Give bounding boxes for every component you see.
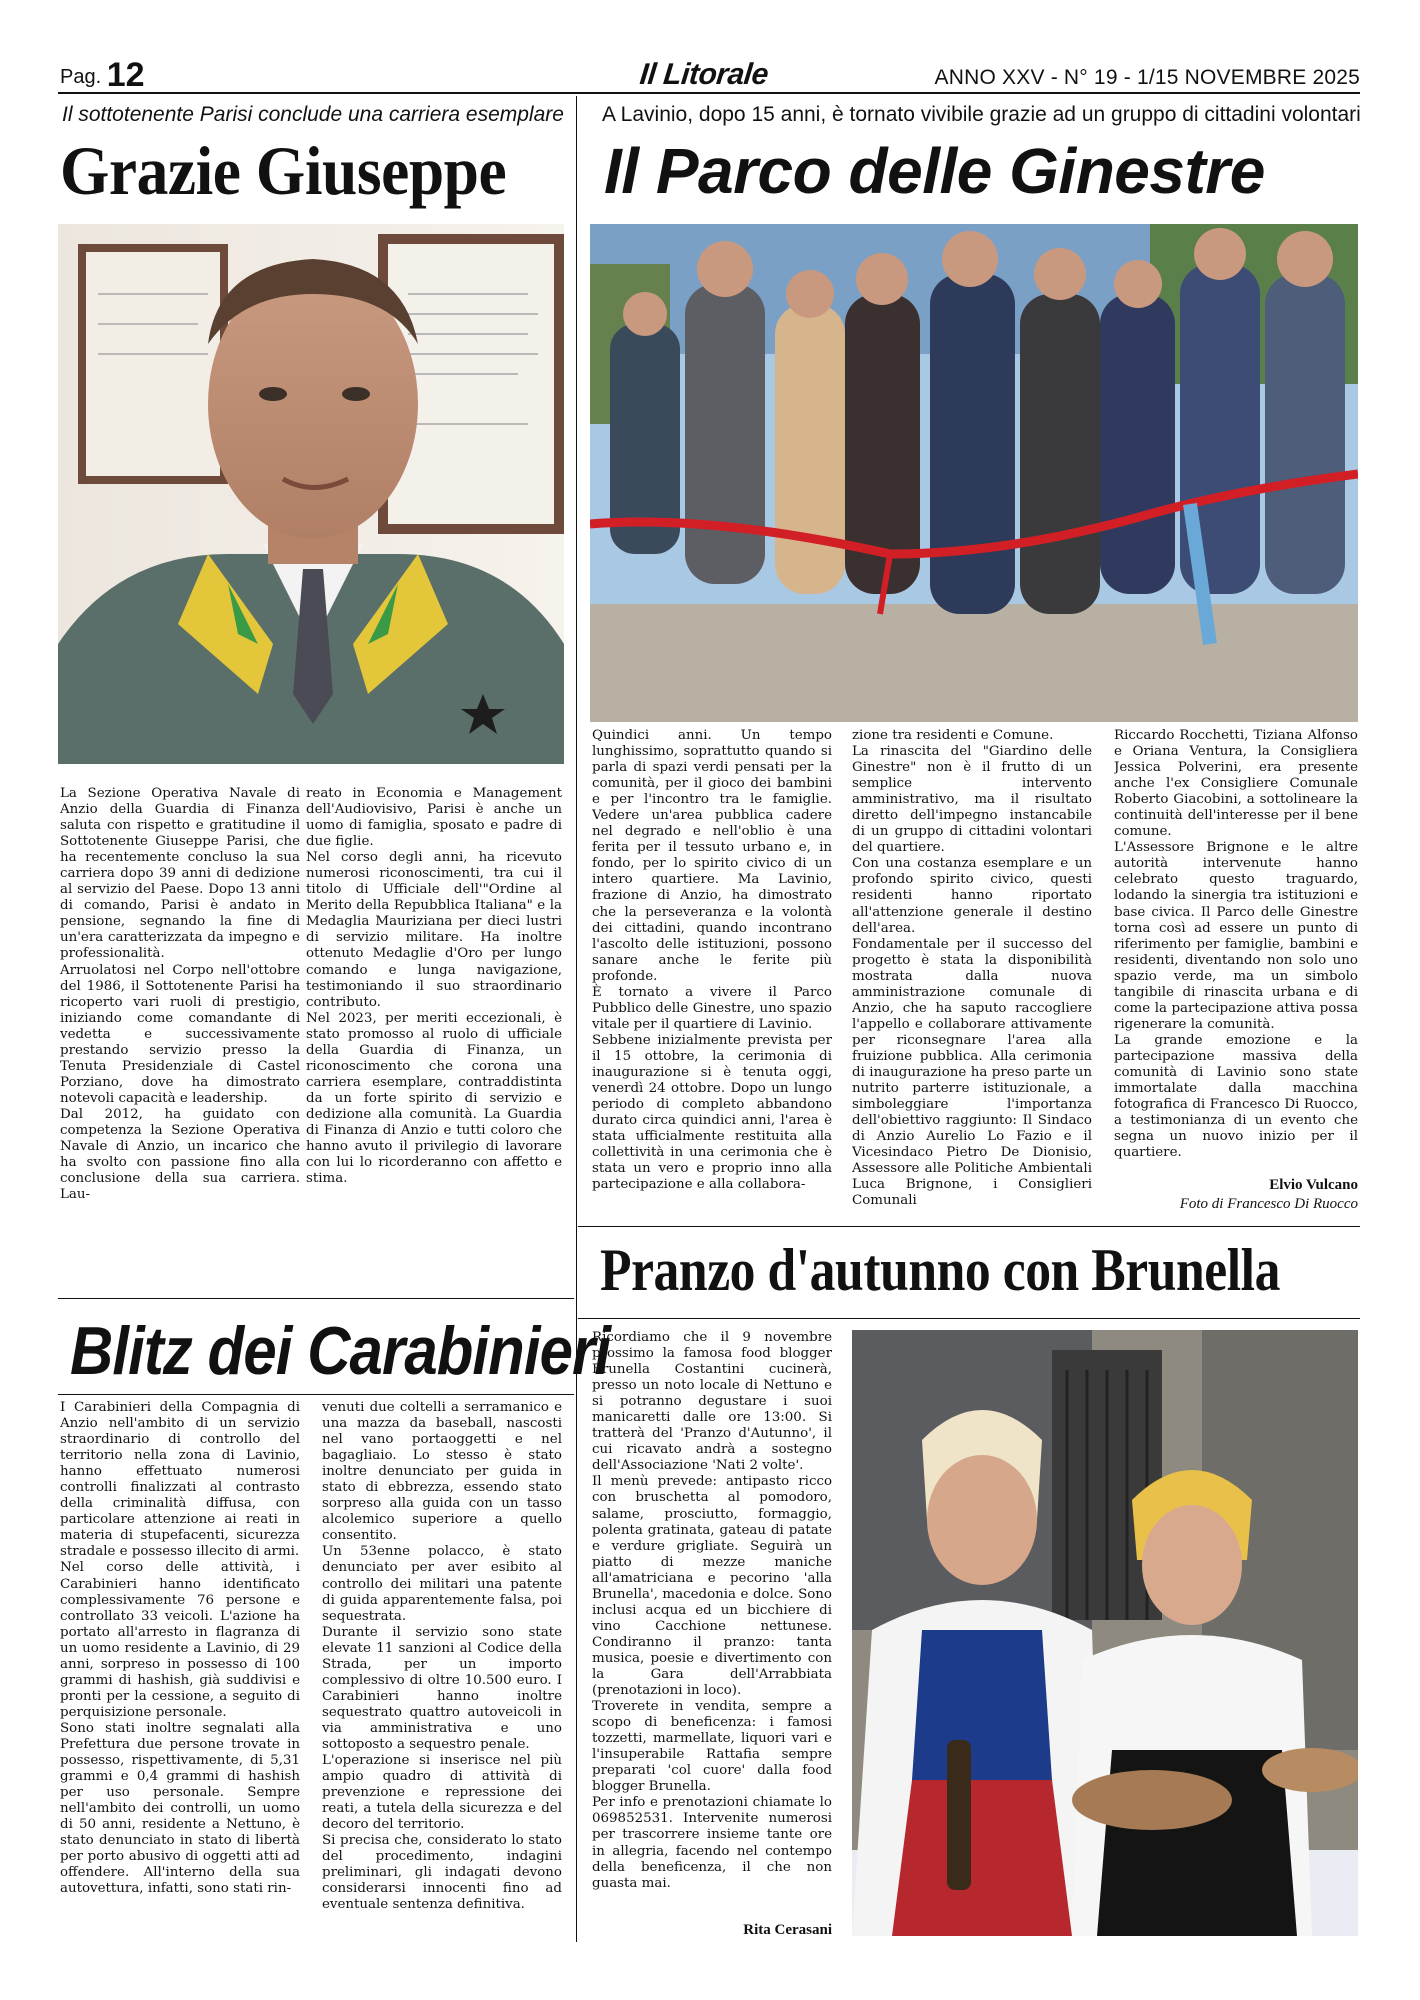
article3-rule — [58, 1394, 574, 1395]
page-number — [60, 56, 145, 95]
article4-rule — [578, 1318, 1360, 1319]
section-rule-left — [58, 1298, 574, 1299]
article1-title: Grazie Giuseppe — [60, 133, 507, 209]
article3-title: Blitz dei Carabinieri — [70, 1313, 611, 1389]
article4-author: Rita Cerasani — [743, 1922, 832, 1938]
article2-photo-credit: Foto di Francesco Di Ruocco — [1179, 1196, 1358, 1212]
food-blogger-photo — [852, 1330, 1358, 1936]
article2-column-1: Quindici anni. Un tempo lunghissimo, soprattutto quando si parla di spazi verdi pensati per la comunità, per il gioco dei bambini e per l'incontro tra le famiglie. Vedere un'area pubblica cadere nel degrado e nell'oblio è una ferita per il tessuto urbano e, in fondo, per lo spirito civico di un intero quartiere. Ma Lavinio, frazione di Anzio, ha dimostrato che la perseveranza e la volontà dei cittadini, quando incontrano l'ascolto delle istituzioni, possono sanare anche le ferite più profonde. È tornato a vivere il Parco Pubblico delle Ginestre, uno spazio vitale per il quartiere di Lavinio. Sebbene inizialmente prevista per il 15 ottobre, la cerimonia di inaugurazione si è tenuta oggi, venerdì 24 ottobre. Dopo un lungo periodo di completo abbandono durato circa quindici anni, l'area è stata ufficialmente restituita alla collettività in una cerimonia che è stata un vero e proprio inno alla partecipazione e alla collabora- — [592, 728, 832, 1193]
issue-info: ANNO XXV - N° 19 - 1/15 NOVEMBRE 2025 — [934, 66, 1360, 89]
article4-column-1: Ricordiamo che il 9 novembre prossimo la famosa food blogger Brunella Costantini cucinerà, presso un noto locale di Nettuno e si potranno degustare i suoi manicaretti dalle ore 13:00. Si tratterà del 'Pranzo d'Autunno', il cui ricavato andrà a sostegno dell'Associazione 'Nati 2 volte'. Il menù prevede: antipasto ricco con bruschetta al pomodoro, salame, prosciutto, formaggio, polenta gratinata, gateau di patate e verdure grigliate. Seguirà un piatto di mezze maniche all'amatriciana e pecorino 'alla Brunella', macedonia e dolce. Sono inclusi acqua ed un bicchiere di vino Cacchione nettunese. Condiranno il pranzo: tanta musica, poesie e divertimento con la Gara dell'Arrabbiata (prenotazioni in loco). Troverete in vendita, sempre a scopo di beneficenza: i famosi tozzetti, marmellate, liquori vari e l'insuperabile Rattafia sempre preparati 'col cuore' dalla food blogger Brunella. Per info e prenotazioni chiamate lo 069852531. Intervenite numerosi per trascorrere insieme tante ore in allegria, facendo nel contempo della beneficenza, il che non guasta mai. — [592, 1330, 832, 1891]
section-rule-right — [578, 1226, 1360, 1227]
masthead: Il Litorale — [638, 58, 770, 91]
header-rule — [58, 92, 1360, 94]
article2-kicker: A Lavinio, dopo 15 anni, è tornato vivibile grazie ad un gruppo di cittadini volontari — [602, 103, 1361, 126]
article1-column-1: La Sezione Operativa Navale di Anzio della Guardia di Finanza saluta con rispetto e gratitudine il Sottotenente Giuseppe Parisi, che ha recentemente concluso la sua carriera dopo 39 anni di dedizione al servizio del Paese. Dopo 13 anni di comando, Parisi è andato in pensione, segnando la fine di un'era caratterizzata da impegno e professionalità. Arruolatosi nel Corpo nell'ottobre del 1986, il Sottotenente Parisi ha ricoperto vari ruoli di prestigio, iniziando come comandante di vedetta e successivamente prestando servizio presso la Tenuta Presidenziale di Castel Porziano, dove ha dimostrato notevoli capacità e leadership. Dal 2012, ha guidato con competenza la Sezione Operativa Navale di Anzio, un incarico che ha svolto con passione fino alla conclusione della sua carriera. Lau- — [60, 786, 300, 1203]
column-divider — [576, 96, 577, 1356]
article2-column-2: zione tra residenti e Comune. La rinascita del "Giardino delle Ginestre" non è il frutto di un semplice intervento amministrativo, ma il risultato diretto dell'impegno instancabile di un gruppo di cittadini volontari del quartiere. Con una costanza esemplare e un profondo spirito civico, questi residenti hanno riportato all'attenzione generale il destino dell'area. Fondamentale per il successo del progetto è stata la disponibilità mostrata dalla nuova amministrazione comunale di Anzio, che ha saputo raccogliere l'appello e collaborare attivamente per riconsegnare l'area alla fruizione pubblica. Alla cerimonia di inaugurazione ha preso parte un nutrito parterre istituzionale, a simboleggiare l'importanza dell'obiettivo raggiunto: Il Sindaco di Anzio Aurelio Lo Fazio e il Vicesindaco Pietro De Dionisio, Assessore alle Politiche Ambientali Luca Brignone, i Consiglieri Comunali — [852, 728, 1092, 1209]
article1-kicker: Il sottotenente Parisi conclude una carriera esemplare — [62, 103, 564, 126]
article3-column-2: venuti due coltelli a serramanico e una mazza da baseball, nascosti nel vano portaoggetti e nel bagagliaio. Lo stesso è stato inoltre denunciato per guida in stato di ebbrezza, essendo stato sorpreso alla guida con un tasso alcolemico superiore a quello consentito. Un 53enne polacco, è stato denunciato per aver esibito al controllo dei militari una patente di guida apparentemente falsa, poi sequestrata. Durante il servizio sono state elevate 11 sanzioni al Codice della Strada, per un importo complessivo di oltre 10.500 euro. I Carabinieri hanno inoltre sequestrato quattro autoveicoli in via amministrativa e uno sottoposto a sequestro penale. L'operazione si inserisce nel più ampio quadro di attività di prevenzione e repressione dei reati, a tutela della sicurezza e del decoro del territorio. Si precisa che, considerato lo stato del procedimento, indagini preliminari, gli indagati devono considerarsi innocenti fino ad eventuale sentenza definitiva. — [322, 1400, 562, 1913]
page-prefix: Pag. — [60, 66, 102, 88]
article2-column-3: Riccardo Rocchetti, Tiziana Alfonso e Oriana Ventura, la Consigliera Jessica Polverini, era presente anche l'ex Consigliere Comunale Roberto Giacobini, a sottolineare la continuità dell'interesse per il bene comune. L'Assessore Brignone e le altre autorità intervenute hanno celebrato questo traguardo, lodando la sinergia tra istituzioni e base civica. Il Parco delle Ginestre torna così ad essere un punto di riferimento per famiglie, bambini e residenti, diventando non solo uno spazio verde, ma un simbolo tangibile di rinascita urbana e di come la partecipazione attiva possa rigenerare la comunità. La grande emozione e la partecipazione massiva della comunità di Lavinio sono state immortalate dalla macchina fotografica di Francesco Di Ruocco, a testimonianza di un evento che segna un nuovo inizio per il quartiere. — [1114, 728, 1358, 1161]
ribbon-cutting-photo — [590, 224, 1358, 722]
portrait-photo — [58, 224, 564, 764]
article4-title: Pranzo d'autunno con Brunella — [600, 1237, 1280, 1303]
column-divider-lower — [576, 1364, 577, 1942]
article1-column-2: reato in Economia e Management dell'Audiovisivo, Parisi è anche un uomo di famiglia, sposato e padre di due figlie. Nel corso degli anni, ha ricevuto numerosi riconoscimenti, tra cui il titolo di Ufficiale dell'"Ordine al Merito della Repubblica Italiana" e la Medaglia Mauriziana per dieci lustri di servizio militare. Ha inoltre ottenuto Medaglie d'Oro per lungo comando e lunga navigazione, testimoniando il suo straordinario contributo. Nel 2023, per meriti eccezionali, è stato promosso al ruolo di ufficiale della Guardia di Finanza, un riconoscimento che corona una carriera esemplare, contraddistinta da un forte spirito di servizio e dedizione alla comunità. La Guardia di Finanza di Anzio e tutti coloro che hanno avuto il privilegio di lavorare con lui lo ricorderanno con affetto e stima. — [306, 786, 562, 1187]
article2-title: Il Parco delle Ginestre — [604, 135, 1265, 207]
page-number-value: 12 — [106, 56, 145, 94]
article2-author: Elvio Vulcano — [1269, 1177, 1358, 1193]
article3-column-1: I Carabinieri della Compagnia di Anzio nell'ambito di un servizio straordinario di controllo del territorio nella zona di Lavinio, hanno effettuato numerosi controlli finalizzati al contrasto della criminalità diffusa, con particolare attenzione ai reati in materia di stupefacenti, sicurezza stradale e possesso illecito di armi. Nel corso delle attività, i Carabinieri hanno identificato complessivamente 76 persone e controllato 33 veicoli. L'azione ha portato all'arresto in flagranza di un uomo residente a Lavinio, di 29 anni, sorpreso in possesso di 100 grammi di hashish, già suddivisi e pronti per la cessione, a seguito di perquisizione personale. Sono stati inoltre segnalati alla Prefettura due persone trovate in possesso, rispettivamente, di 5,31 grammi e 0,4 grammi di hashish per uso personale. Sempre nell'ambito dei controlli, un uomo di 50 anni, residente a Nettuno, è stato denunciato in stato di libertà per porto abusivo di oggetti atti ad offendere. All'interno della sua autovettura, infatti, sono stati rin- — [60, 1400, 300, 1897]
